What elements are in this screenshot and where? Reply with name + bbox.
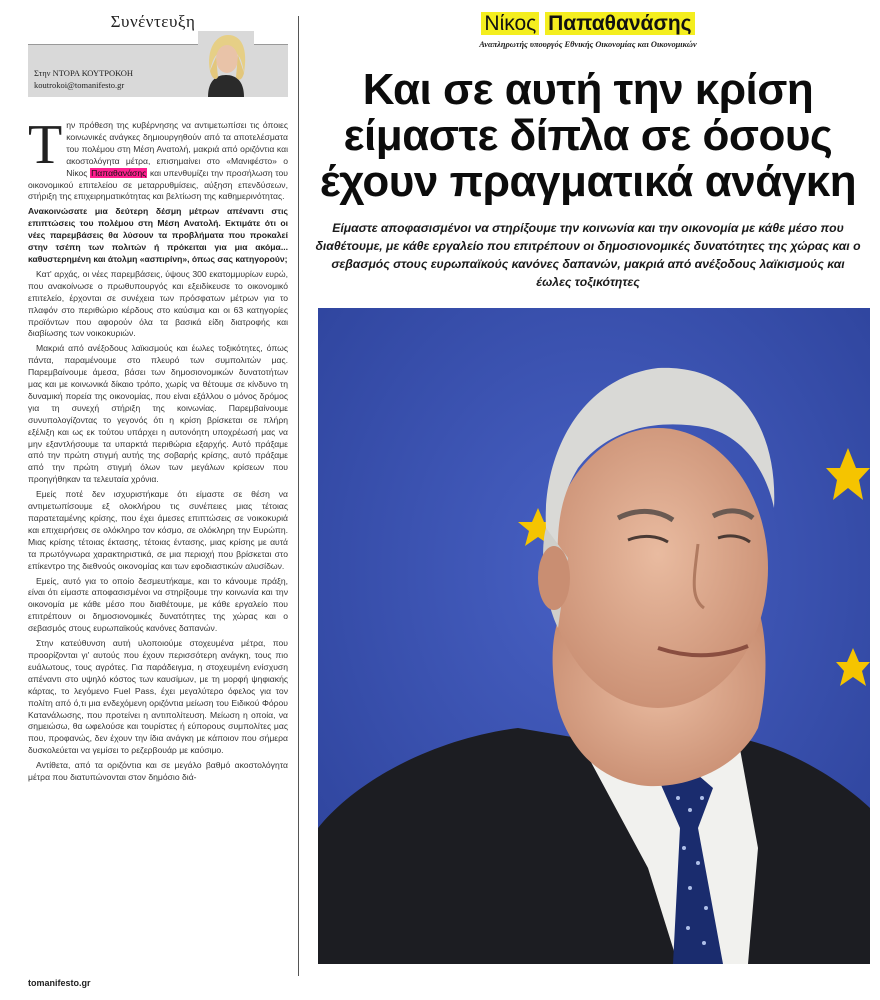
column-divider — [298, 16, 299, 976]
newspaper-page — [18, 8, 868, 992]
footer-site[interactable]: tomanifesto.gr — [28, 978, 91, 988]
paragraph-1: Κατ' αρχάς, οι νέες παρεμβάσεις, ύψους 300 εκατομμυρίων ευρώ, που ανακοίνωσε ο πρωθυπουργός και εξειδίκευσε το οικονομικό επιτελείο, έρχονται σε συνέχεια των πρόσφατων μέτρων για το πλαφόν στο περιθώριο κέρδους στο καύσιμα και οι 63 κατηγορίες προϊόντων που αφορούν όλα τα βασικά είδη διατροφής και διαβίωσης των νοικοκυριών. — [28, 268, 288, 339]
paragraph-5: Στην κατεύθυνση αυτή υλοποιούμε στοχευμένα μέτρα, που προορίζονται γι' αυτούς που έχουν περισσότερη ανάγκη, τους πιο ευάλωτους, τους αγρότες. Για παράδειγμα, η στοχευμένη ενίσχυση απέναντι στο υψηλό κόστος των καυσίμων, με τη μορφή ψηφιακής κάρτας, το λεγόμενο Fuel Pass, έχει μεγαλύτερο όφελος για τον πολίτη από ό,τι μια ενδεχόμενη οριζόντια μείωση του Ειδικού Φόρου Κατανάλωσης, που προτείνει η αντιπολίτευση. Μείωση η οποία, να σημειώσω, θα ωφελούσε και τουρίστες ή εύπορους συμπολίτες μας που, προφανώς, δεν έχουν την ίδια ανάγκη με κάποιον που σήμερα δυσκολεύεται να γεμίσει το ρεζερβουάρ με καύσιμο. — [28, 638, 288, 756]
highlighted-name: Παπαθανάσης — [91, 167, 147, 178]
article-body — [28, 114, 289, 787]
interviewee-role: Αναπληρωτής υπουργός Εθνικής Οικονομίας και Οικονομικών — [479, 40, 697, 49]
interviewee-name — [308, 12, 868, 38]
interviewee-photo — [318, 308, 870, 964]
byline — [34, 67, 133, 91]
article-lead: Την πρόθεση της κυβέρνησης να αντιμετωπίσει τις όποιες κοινωνικές ανάγκες δημιουργηθούν από τα αποτελέσματα του πολέμου στη Μέση Ανατολή, μακριά από οριζόντια και ακοστολόγητα μέτρα, επισημαίνει στο «Μανιφέστο» ο Νίκος Παπαθανάσης και υπενθυμίζει την προσήλωση του οικονομικού επιτελείου σε μεταρρυθμίσεις, αύξηση επενδύσεων, στήριξη της επιχειρηματικότητας και βελτίωση της καθημερινότητας. — [28, 114, 289, 202]
byline-email[interactable]: koutrokoi@tomanifesto.gr — [34, 80, 125, 90]
name-first: Νίκος — [481, 12, 539, 35]
paragraph-6: Αντίθετα, από τα οριζόντια και σε μεγάλο βαθμό ακοστολόγητα μέτρα που διατυπώνονται στον δημόσιο διά- — [28, 760, 288, 783]
paragraph-2: Μακριά από ανέξοδους λαϊκισμούς και έωλες τοξικότητες, όπως πάντα, παραμένουμε στο πλευρό των συμπολιτών μας. Παρεμβαίνουμε άμεσα, βάσει των δημοσιονομικών δυνατοτήτων μας και με κοινωνικά δίκαιο τρόπο, χωρίς να θέτουμε σε κίνδυνο τη δυναμική πορεία της οικονομίας, που είναι εξάλλου ο μόνος δρόμος για τη συνεχή στήριξη της κοινωνίας. Παρεμβαίνουμε συνυπολογίζοντας το γεγονός ότι η κρίση βρίσκεται σε πλήρη εξέλιξη και ως εκ τούτου υπάρχει η αυτονόητη υποχρέωσή μας να μην εξαντλήσουμε τα υπαρκτά περιθώρια εξαρχής. Αυτό πράξαμε από την πρώτη στιγμή αυτής της σοβαρής κρίσης, αυτό πράξαμε από την πρώτη στιγμή όλων των μεγάλων κρίσεων που προηγήθηκαν τα τελευταία χρόνια. — [28, 343, 288, 485]
byline-author: Στην ΝΤΟΡΑ ΚΟΥΤΡΟΚΟΗ — [34, 68, 133, 78]
question-1: Ανακοινώσατε μια δεύτερη δέσμη μέτρων απέναντι στις επιπτώσεις του πολέμου στη Μέση Ανατολή. Εκτιμάτε ότι οι νέες παρεμβάσεις θα λύσουν τα προβλήματα που προκαλεί στην τσέπη των πολιτών ή πρόκειται για μια ακόμα... καθυστερημένη και άτολμη «ασπιρίνη», όπως σας κατηγορούν; — [28, 206, 288, 264]
subheadline: Είμαστε αποφασισμένοι να στηρίξουμε την κοινωνία και την οικονομία με κάθε μέσο που διαθέτουμε, με κάθε εργαλείο που επιτρέπουν οι δημοσιονομικές δυνατότητες της χώρας και ο σεβασμός στους ευρωπαϊκούς κανόνες δαπανών, μακριά από ανέξοδους λαϊκισμούς και έωλες τοξικότητες — [315, 221, 861, 289]
section-label: Συνέντευξη — [110, 12, 196, 31]
right-column — [308, 8, 868, 992]
left-column — [18, 8, 288, 992]
headline: Και σε αυτή την κρίση είμαστε δίπλα σε όσους έχουν πραγματικά ανάγκη — [319, 65, 857, 206]
dropcap: Τ — [28, 114, 63, 176]
name-last: Παπαθανάσης — [545, 12, 694, 35]
byline-box — [28, 44, 288, 97]
paragraph-4: Εμείς, αυτό για το οποίο δεσμευτήκαμε, και το κάνουμε πράξη, είναι ότι είμαστε αποφασισμένοι να στηρίξουμε την κοινωνία και την οικονομία με κάθε μέσο που διαθέτουμε, με κάθε εργαλείο που επιτρέπουν οι δημοσιονομικές δυνατότητες της χώρας και ο σεβασμός στους ευρωπαϊκούς κανόνες δαπανών. — [28, 575, 288, 634]
paragraph-3: Εμείς ποτέ δεν ισχυριστήκαμε ότι είμαστε σε θέση να αντιμετωπίσουμε εξ ολοκλήρου τις συνέπειες μιας τέτοιας παρατεταμένης κρίσης, που έχει άμεσες επιπτώσεις σε νοικοκυριά και επιχειρήσεις σε ολόκληρο τον κόσμο, σε ολόκληρη την Ευρώπη. Μιας κρίσης τέτοιας έκτασης, τέτοιας έντασης, μιας κρίσης με αυτά τα πρωτόγνωρα χαρακτηριστικά, σε μια περιοχή που βρίσκεται στο επίκεντρο της διεθνούς οικονομίας και των εφοδιαστικών αλυσίδων. — [28, 489, 288, 571]
author-avatar — [198, 31, 254, 97]
